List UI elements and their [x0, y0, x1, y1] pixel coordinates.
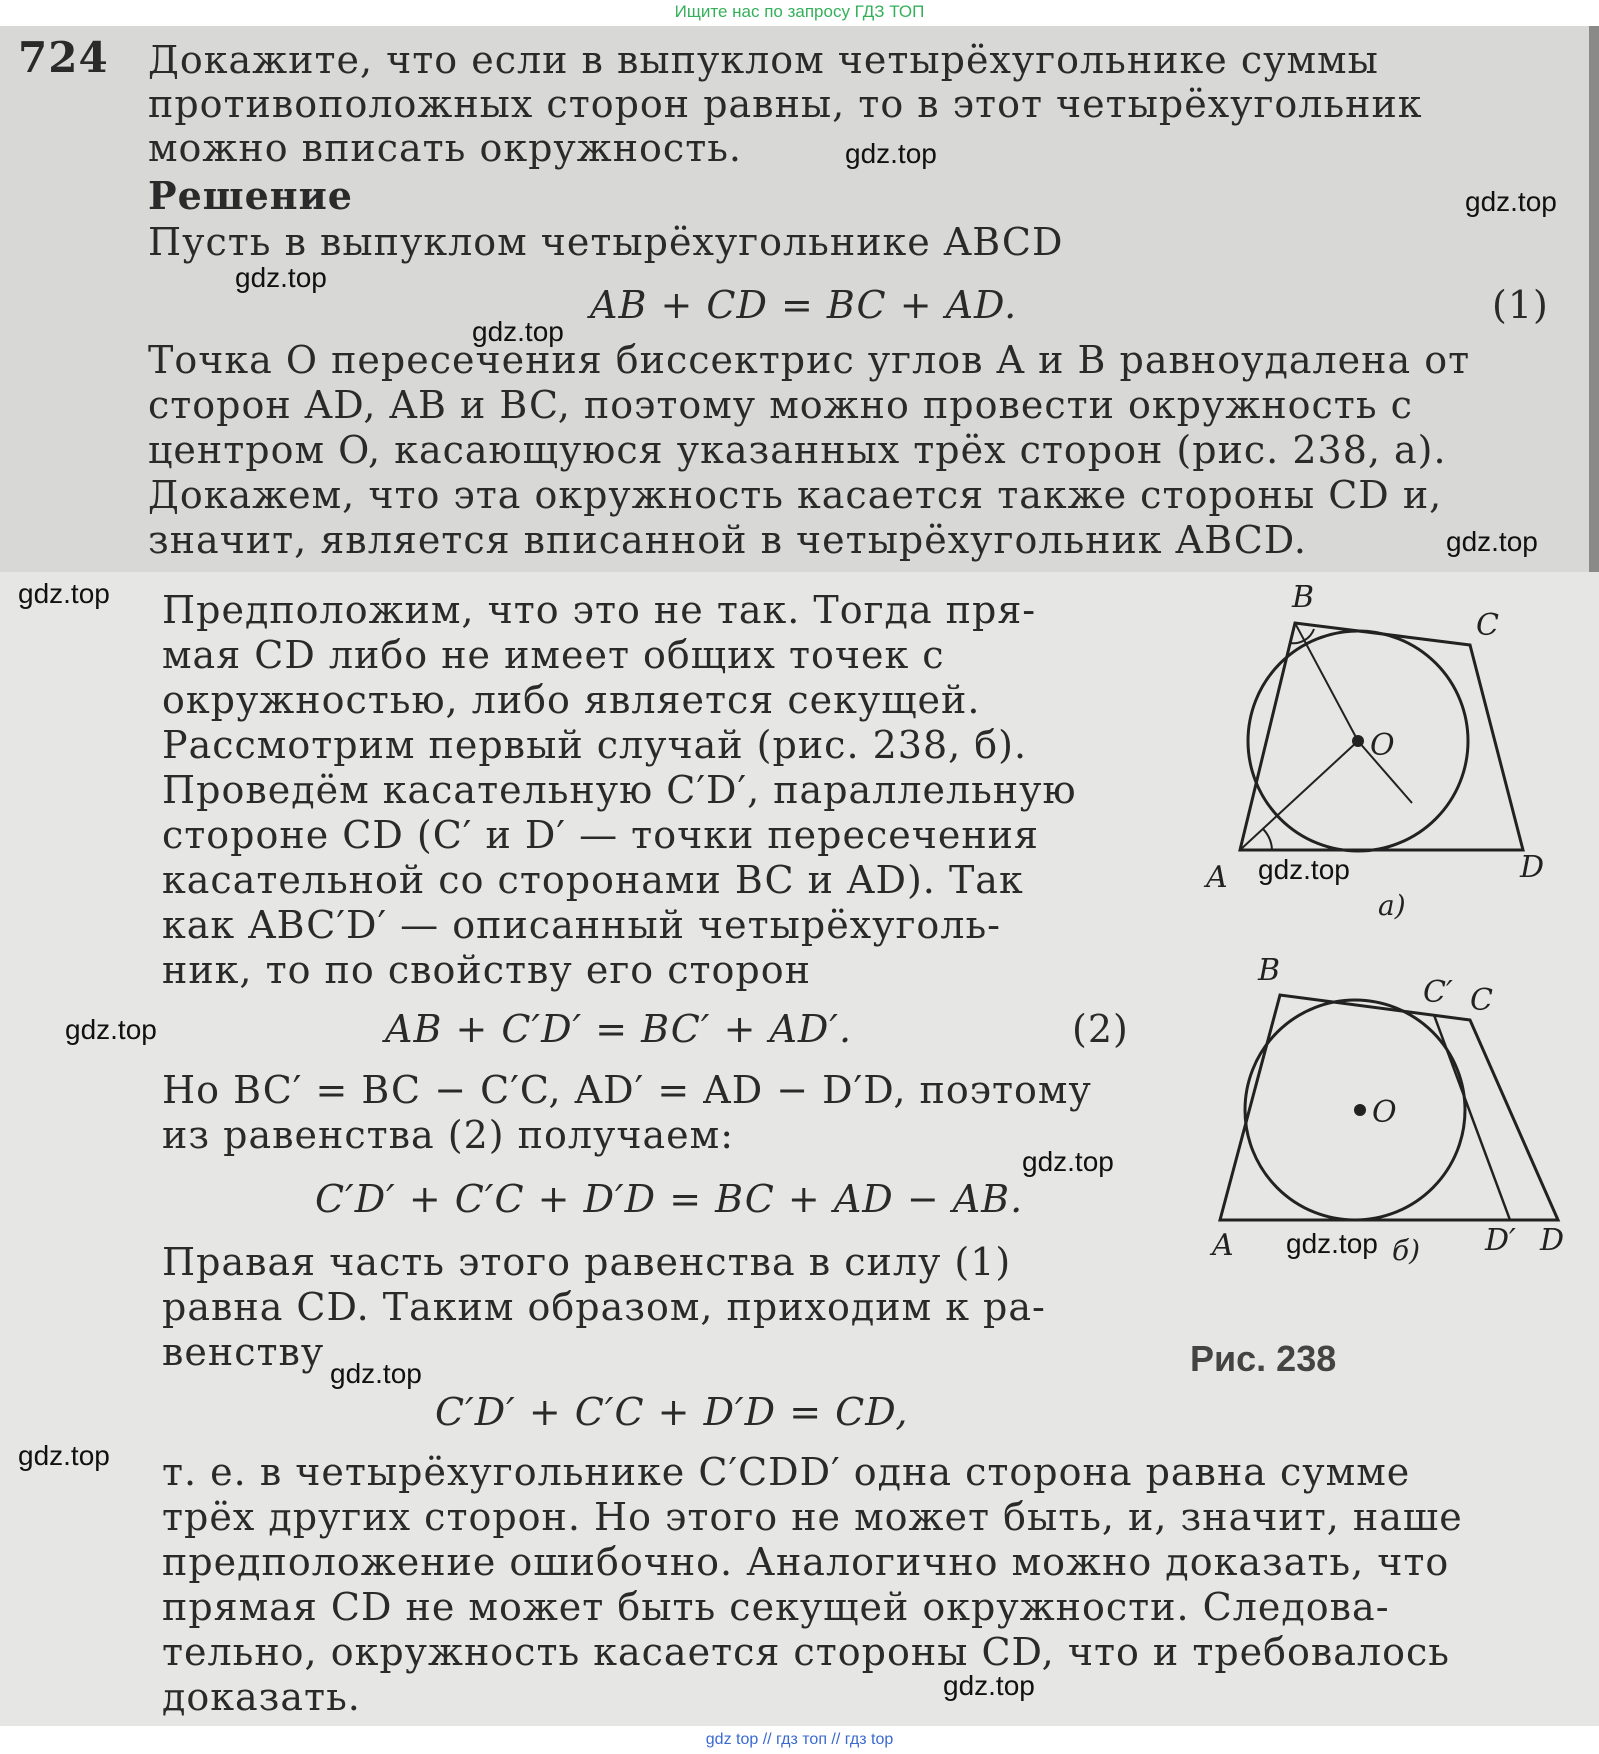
paragraph-line: как ABC′D′ — описанный четырёхуголь- — [162, 903, 1001, 947]
paragraph-line: сторон AD, AB и BC, поэтому можно провести окружность с — [148, 383, 1413, 427]
paragraph-line: Докажем, что эта окружность касается также стороны CD и, — [148, 473, 1443, 517]
vertex-d-label: D — [1520, 850, 1545, 885]
vertex-o-label: O — [1370, 728, 1395, 763]
equation-1: AB + CD = BC + AD. — [590, 283, 1018, 327]
problem-number: 724 — [18, 33, 109, 82]
watermark: gdz.top — [472, 316, 564, 347]
banner[interactable]: Ищите нас по запросу ГДЗ ТОП — [674, 2, 925, 21]
paragraph-line: Предположим, что это не так. Тогда пря- — [162, 588, 1037, 632]
paragraph-line: мая CD либо не имеет общих точек с — [162, 633, 945, 677]
paragraph-line: доказать. — [162, 1675, 361, 1719]
paragraph-line: Точка O пересечения биссектрис углов A и B равноудалена от — [148, 338, 1471, 382]
paragraph-line: венству — [162, 1330, 325, 1374]
watermark: gdz.top — [235, 262, 327, 293]
watermark: gdz.top — [1465, 186, 1557, 217]
paragraph-line: т. е. в четырёхугольнике C′CDD′ одна сторона равна сумме — [162, 1450, 1411, 1494]
paragraph-line: касательной со сторонами BC и AD). Так — [162, 858, 1024, 902]
center-point — [1352, 735, 1364, 747]
vertex-c-label: C — [1470, 983, 1493, 1018]
watermark: gdz.top — [330, 1358, 422, 1389]
vertex-b-label: B — [1258, 953, 1281, 988]
paragraph-line: прямая CD не может быть секущей окружности. Следова- — [162, 1585, 1390, 1629]
vertex-d-label: D — [1540, 1223, 1565, 1258]
paragraph-line: стороне CD (C′ и D′ — точки пересечения — [162, 813, 1039, 857]
equation-1-label: (1) — [1492, 283, 1549, 327]
paragraph-line: значит, является вписанной в четырёхугольник ABCD. — [148, 518, 1307, 562]
paragraph-line: Правая часть этого равенства в силу (1) — [162, 1240, 1012, 1284]
paragraph-line: тельно, окружность касается стороны CD, что и требовалось — [162, 1630, 1450, 1674]
vertex-c1-label: C′ — [1423, 975, 1453, 1010]
angle-mark-a — [1263, 829, 1272, 850]
paragraph-line: равна CD. Таким образом, приходим к ра- — [162, 1285, 1046, 1329]
paragraph-line: Но BC′ = BC − C′C, AD′ = AD − D′D, поэтому — [162, 1068, 1092, 1112]
solution-heading: Решение — [148, 173, 353, 218]
paragraph-line: из равенства (2) получаем: — [162, 1113, 734, 1157]
watermark: gdz.top — [65, 1014, 157, 1045]
vertex-d1-label: D′ — [1485, 1223, 1516, 1258]
figure-238a — [1180, 580, 1545, 925]
figure-238b — [1180, 950, 1580, 1270]
watermark: gdz.top — [1258, 854, 1350, 885]
figure-caption: Рис. 238 — [1190, 1338, 1337, 1379]
figure-a-label: а) — [1378, 889, 1406, 922]
equation-2-label: (2) — [1072, 1007, 1129, 1051]
watermark: gdz.top — [1286, 1228, 1378, 1259]
vertex-c-label: C — [1476, 608, 1499, 643]
statement-line: Докажите, что если в выпуклом четырёхугольнике суммы — [148, 38, 1379, 82]
vertex-a-label: A — [1212, 1228, 1234, 1263]
paragraph-line: трёх других сторон. Но этого не может быть, и, значит, наше — [162, 1495, 1463, 1539]
watermark: gdz.top — [1022, 1146, 1114, 1177]
watermark: gdz.top — [18, 578, 110, 609]
paragraph-line: предположение ошибочно. Аналогично можно доказать, что — [162, 1540, 1450, 1584]
page-edge — [1589, 26, 1599, 572]
center-point — [1354, 1104, 1366, 1116]
paragraph-line: Проведём касательную C′D′, параллельную — [162, 768, 1077, 812]
watermark: gdz.top — [1446, 526, 1538, 557]
vertex-a-label: A — [1206, 860, 1228, 895]
equation-2: AB + C′D′ = BC′ + AD′. — [385, 1007, 853, 1051]
figure-b-label: б) — [1392, 1234, 1421, 1267]
equation-3: C′D′ + C′C + D′D = BC + AD − AB. — [315, 1177, 1024, 1221]
footer[interactable]: gdz top // гдз топ // гдз top — [705, 1731, 894, 1748]
watermark: gdz.top — [18, 1440, 110, 1471]
vertex-o-label: O — [1372, 1095, 1397, 1130]
watermark: gdz.top — [845, 138, 937, 169]
equation-4: C′D′ + C′C + D′D = CD, — [435, 1390, 909, 1434]
paragraph-line: Рассмотрим первый случай (рис. 238, б). — [162, 723, 1028, 767]
statement-line: можно вписать окружность. — [148, 126, 742, 170]
watermark: gdz.top — [943, 1670, 1035, 1701]
vertex-b-label: B — [1292, 580, 1315, 615]
solution-text: Пусть в выпуклом четырёхугольнике ABCD — [148, 220, 1064, 264]
paragraph-line: ник, то по свойству его сторон — [162, 948, 811, 992]
statement-line: противоположных сторон равны, то в этот четырёхугольник — [148, 82, 1423, 126]
paragraph-line: окружностью, либо является секущей. — [162, 678, 981, 722]
paragraph-line: центром O, касающуюся указанных трёх сторон (рис. 238, а). — [148, 428, 1447, 472]
